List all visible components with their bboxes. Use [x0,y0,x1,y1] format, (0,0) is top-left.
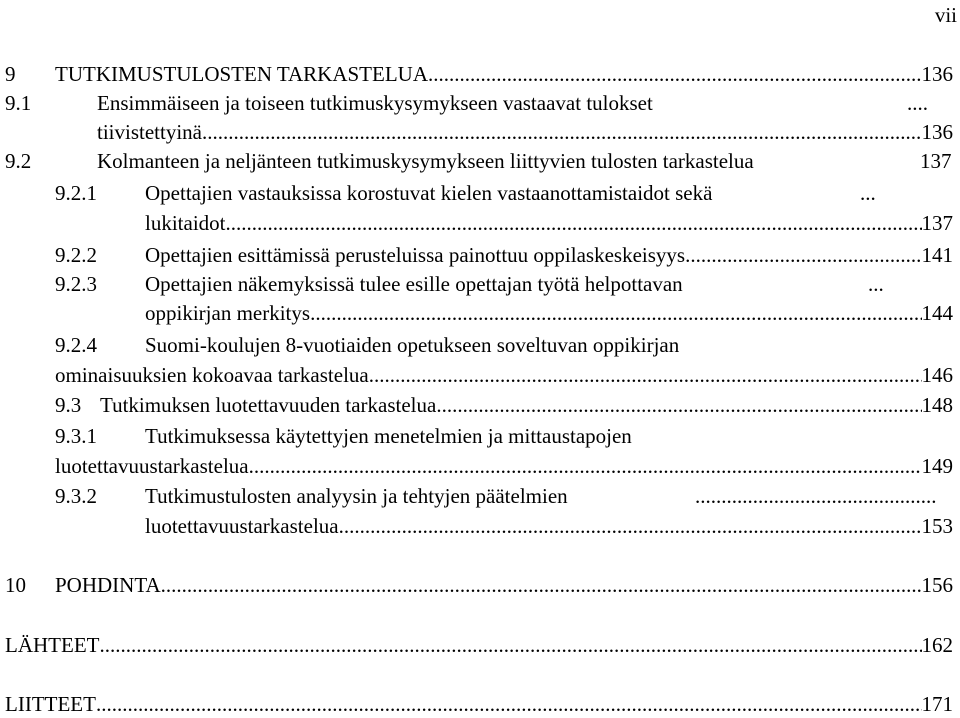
toc-number: 10 [5,573,26,597]
toc-entry-9-2[interactable] [0,147,960,175]
toc-page-number: 137 [921,211,953,235]
dot-leader [249,452,922,480]
dot-leader: .... [907,91,928,115]
toc-title: Tutkimuksessa käytettyjen menetelmien ja mittaustapojen [145,424,632,448]
dot-leader [161,571,922,599]
toc-page-number: 141 [921,243,953,267]
toc-entry-9-1[interactable] [0,89,960,117]
dot-leader [99,631,921,659]
dot-leader [369,361,922,389]
toc-leader-line [5,631,953,659]
toc-leader-line [55,571,953,599]
toc-page-number: 148 [921,393,953,417]
toc-page-number: 137 [920,149,952,173]
toc-page-number: 171 [921,692,953,716]
toc-title: Opettajien vastauksissa korostuvat kielen vastaanottamistaidot sekä [145,181,713,205]
toc-number: 9.3 [55,393,82,417]
toc-title: Ensimmäiseen ja toiseen tutkimuskysymykseen vastaavat tulokset [97,91,653,115]
toc-entry-9-3-2[interactable] [0,482,960,510]
toc-title: Suomi-koulujen 8-vuotiaiden opetukseen soveltuvan oppikirjan [145,333,680,357]
toc-entry-9-2-4-continuation[interactable] [0,361,960,389]
dot-leader [428,60,922,88]
toc-title-continuation: luotettavuustarkastelua [55,454,249,478]
toc-page-number: 149 [921,454,953,478]
toc-title: Opettajien näkemyksissä tulee esille opettajan työtä helpottavan [145,272,683,296]
toc-page-number: 146 [921,363,953,387]
toc-entry-9-3-1[interactable] [0,422,960,450]
toc-title: Kolmanteen ja neljänteen tutkimuskysymykseen liittyvien tulosten tarkastelua [97,149,754,173]
toc-leader-line [145,241,953,269]
toc-title-continuation: tiivistettyinä [97,120,202,144]
toc-title: TUTKIMUSTULOSTEN TARKASTELUA [55,62,428,86]
toc-title: Tutkimustulosten analyysin ja tehtyjen päätelmien [145,484,568,508]
toc-number: 9.2 [5,149,32,173]
toc-page-number: 162 [921,633,953,657]
toc-entry-9-3[interactable] [0,391,960,419]
toc-entry-9-2-1[interactable] [0,179,960,207]
toc-leader-line [55,60,953,88]
toc-entry-9[interactable] [0,60,960,88]
toc-entry-9-3-1-continuation[interactable] [0,452,960,480]
toc-leader-line [55,452,953,480]
toc-entry-9-3-2-continuation[interactable] [0,512,960,540]
toc-leader-line [97,118,953,146]
toc-number: 9.1 [5,91,32,115]
toc-leader-line [145,209,953,237]
toc-number: 9.2.4 [55,333,97,357]
toc-number: 9.2.3 [55,272,97,296]
dot-leader [436,391,921,419]
dot-leader [339,512,922,540]
toc-entry-9-2-2[interactable] [0,241,960,269]
toc-entry-9-2-1-continuation[interactable] [0,209,960,237]
toc-title: POHDINTA [55,573,161,597]
dot-leader [202,118,922,146]
toc-leader-line [145,512,953,540]
toc-title-continuation: lukitaidot [145,211,226,235]
toc-title: LIITTEET [5,692,96,716]
toc-title: Tutkimuksen luotettavuuden tarkastelua [100,393,437,417]
toc-entry-10[interactable] [0,571,960,599]
toc-entry-9-2-4[interactable] [0,331,960,359]
toc-page-number: 144 [921,301,953,325]
toc-leader-line [100,391,953,419]
dot-leader [310,299,921,327]
toc-leader-line [55,361,953,389]
toc-leader-line [5,690,953,718]
dot-leader [96,690,922,718]
toc-number: 9 [5,62,16,86]
toc-number: 9.3.2 [55,484,97,508]
toc-title: LÄHTEET [5,633,100,657]
toc-title-continuation: oppikirjan merkitys [145,301,311,325]
toc-number: 9.3.1 [55,424,97,448]
toc-leader-line [145,299,953,327]
page-number: vii [934,3,957,27]
toc-title-continuation: luotettavuustarkastelua [145,514,339,538]
toc-entry-9-2-3[interactable] [0,270,960,298]
toc-entry-liitteet[interactable] [0,690,960,718]
toc-title-continuation: ominaisuuksien kokoavaa tarkastelua [55,363,369,387]
toc-entry-9-2-3-continuation[interactable] [0,299,960,327]
toc-page-number: 136 [921,120,953,144]
toc-page-number: 156 [921,573,953,597]
dot-leader: ... [860,181,876,205]
toc-number: 9.2.2 [55,243,97,267]
dot-leader [685,241,921,269]
toc-number: 9.2.1 [55,181,97,205]
dot-leader: ... [868,272,884,296]
toc-page-number: 153 [921,514,953,538]
toc-title: Opettajien esittämissä perusteluissa painottuu oppilaskeskeisyys [145,243,686,267]
toc-entry-9-1-continuation[interactable] [0,118,960,146]
dot-leader: .............................................. [695,484,937,508]
toc-page-number: 136 [921,62,953,86]
toc-entry-lahteet[interactable] [0,631,960,659]
dot-leader [226,209,922,237]
